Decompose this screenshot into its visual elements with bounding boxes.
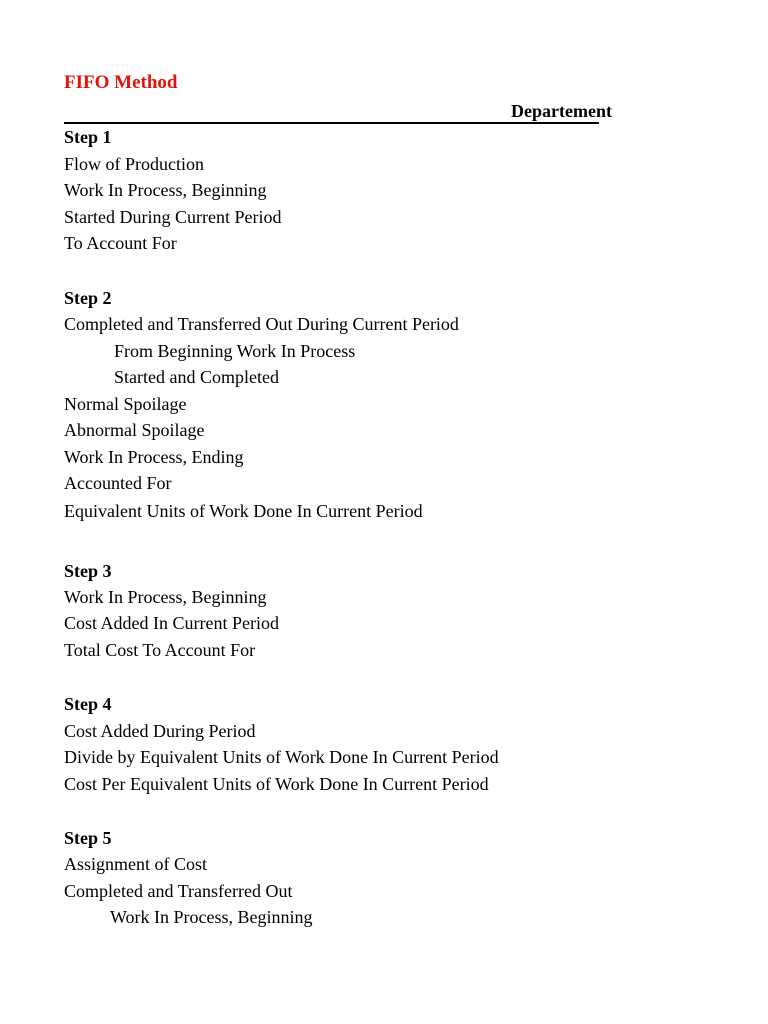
step-5-line: Assignment of Cost [64, 854, 208, 874]
header-underline [64, 122, 599, 124]
step-3-line: Total Cost To Account For [64, 640, 256, 660]
step-2-line: From Beginning Work In Process [114, 341, 356, 361]
step-2-line: Normal Spoilage [64, 394, 187, 414]
step-1-label: Step 1 [64, 127, 112, 147]
step-2-line: Started and Completed [114, 367, 279, 387]
step-2-line: Equivalent Units of Work Done In Current Period [64, 501, 423, 521]
step-4-line: Cost Per Equivalent Units of Work Done In Current Period [64, 774, 489, 794]
step-4-line: Cost Added During Period [64, 721, 256, 741]
step-3-label: Step 3 [64, 561, 112, 581]
page-title: FIFO Method [64, 72, 178, 93]
department-header-cell [480, 96, 612, 124]
step-4-line: Divide by Equivalent Units of Work Done In Current Period [64, 747, 499, 767]
step-5-label: Step 5 [64, 828, 112, 848]
step-5-line: Completed and Transferred Out [64, 881, 293, 901]
step-2-label: Step 2 [64, 288, 112, 308]
step-1-line: Flow of Production [64, 154, 205, 174]
step-3-line: Cost Added In Current Period [64, 613, 279, 633]
step-1-line: To Account For [64, 233, 177, 253]
step-2-line: Completed and Transferred Out During Current Period [64, 314, 459, 334]
step-1-line: Work In Process, Beginning [64, 180, 267, 200]
step-3-line: Work In Process, Beginning [64, 587, 267, 607]
step-2-line: Work In Process, Ending [64, 447, 244, 467]
step-2-line: Accounted For [64, 473, 172, 493]
step-4-label: Step 4 [64, 694, 112, 714]
step-2-line: Abnormal Spoilage [64, 420, 205, 440]
step-5-line: Work In Process, Beginning [110, 907, 313, 927]
department-header: Departement [511, 101, 612, 121]
step-1-line: Started During Current Period [64, 207, 282, 227]
